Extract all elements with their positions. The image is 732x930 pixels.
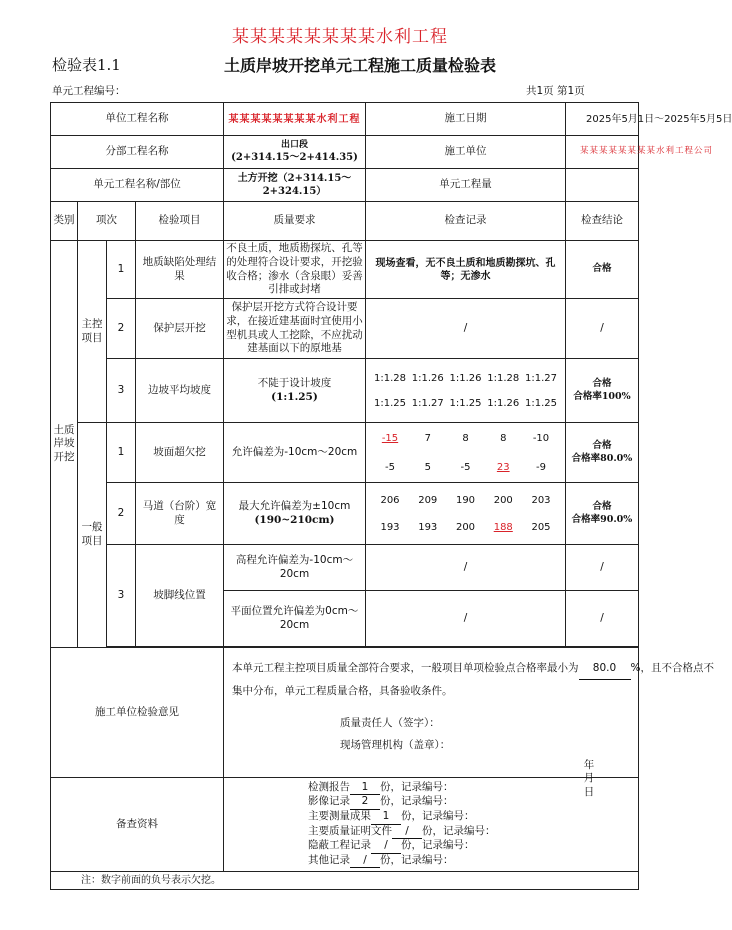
form-title: 土质岸坡开挖单元工程施工质量检验表 bbox=[223, 56, 496, 75]
main-item-3-req-1: 不陡于设计坡度 bbox=[257, 376, 332, 389]
over-under-value: -5 bbox=[385, 461, 395, 473]
berm-width-value: 200 bbox=[493, 494, 513, 506]
main-item-2-record: / bbox=[366, 299, 566, 359]
record-prefix: 主要测量成果 bbox=[308, 809, 371, 822]
slope-value: 1:1.26 bbox=[411, 372, 444, 384]
site-management-seal: 现场管理机构（盖章）： bbox=[340, 738, 451, 751]
record-line bbox=[308, 825, 636, 840]
main-item-1-record: 现场查看，无不良土质和地质勘探坑、孔等；无渗水 bbox=[366, 241, 566, 299]
berm-width-value: 193 bbox=[418, 521, 438, 533]
main-item-2-req: 保护层开挖方式符合设计要求，在接近建基面时宜使用小型机具或人工挖除，不应扰动建基面以下的原地基 bbox=[224, 299, 366, 359]
subproject-label: 分部工程名称 bbox=[51, 136, 224, 169]
gen-item-1-conclusion-2: 合格率80.0% bbox=[571, 452, 633, 464]
gen-item-3-req-2: 平面位置允许偏差为0cm～20cm bbox=[224, 591, 366, 647]
form-number: 检验表1.1 bbox=[52, 56, 121, 74]
gen-item-2-req bbox=[224, 483, 366, 545]
record-count: 1 bbox=[371, 810, 401, 825]
over-under-value: 8 bbox=[500, 432, 507, 444]
date-value: 2025年5月1日～2025年5月5日 bbox=[566, 103, 639, 136]
slope-value: 1:1.26 bbox=[487, 397, 520, 409]
opinion-text-2: %，且不合格点不集中分布，单元工程质量合格，具备验收条件。 bbox=[232, 661, 714, 697]
project-title: 某某某某某某某某水利工程 bbox=[232, 27, 448, 47]
main-item-3-req bbox=[224, 359, 366, 423]
main-item-3-no: 3 bbox=[107, 359, 136, 423]
col-inspect-item: 检验项目 bbox=[136, 202, 224, 241]
gen-item-2-req-1: 最大允许偏差为±10cm bbox=[238, 499, 351, 512]
unit-project-value: 某某某某某某某某水利工程 bbox=[224, 103, 366, 136]
opinion-text bbox=[232, 657, 718, 702]
date-year: 年 bbox=[583, 758, 595, 771]
subproject-value-1: 出口段 bbox=[280, 139, 308, 150]
category-cell: 土质岸坡开挖 bbox=[51, 241, 78, 648]
gen-item-2-req-2: (190~210cm) bbox=[254, 513, 335, 526]
col-item-no: 项次 bbox=[78, 202, 136, 241]
slope-value: 1:1.28 bbox=[487, 372, 520, 384]
inspection-table bbox=[50, 102, 732, 890]
records-label: 备查资料 bbox=[51, 778, 224, 872]
main-item-3-conclusion-2: 合格率100% bbox=[573, 390, 631, 402]
date-month: 月 bbox=[583, 772, 595, 785]
over-under-value: -5 bbox=[460, 461, 471, 473]
slope-value: 1:1.27 bbox=[411, 397, 444, 409]
gen-item-3-conclusion-1: / bbox=[566, 545, 639, 591]
gen-item-1-record bbox=[366, 423, 566, 483]
general-group-label: 一般项目 bbox=[78, 423, 107, 648]
berm-width-value: 190 bbox=[455, 494, 476, 506]
over-under-value: 7 bbox=[424, 432, 431, 444]
col-conclusion: 检查结论 bbox=[566, 202, 639, 241]
record-suffix: 份，记录编号： bbox=[401, 839, 475, 852]
gen-item-2-conclusion bbox=[566, 483, 639, 545]
berm-width-value: 193 bbox=[380, 521, 400, 533]
slope-value: 1:1.26 bbox=[449, 372, 482, 384]
main-group-label: 主控项目 bbox=[78, 241, 107, 423]
quantity-label: 单元工程量 bbox=[366, 169, 566, 202]
main-item-3-name: 边坡平均坡度 bbox=[136, 359, 224, 423]
main-item-1-no: 1 bbox=[107, 241, 136, 299]
berm-width-value: 200 bbox=[455, 521, 476, 533]
main-item-3-req-2: (1:1.25) bbox=[271, 390, 318, 403]
over-under-value: 23 bbox=[496, 461, 510, 473]
record-prefix: 检测报告 bbox=[308, 780, 350, 793]
record-suffix: 份，记录编号： bbox=[380, 795, 454, 808]
main-item-1-name: 地质缺陷处理结果 bbox=[136, 241, 224, 299]
berm-width-value: 209 bbox=[418, 494, 438, 506]
col-record: 检查记录 bbox=[366, 202, 566, 241]
slope-value: 1:1.25 bbox=[449, 397, 482, 409]
over-under-value: 5 bbox=[424, 461, 431, 473]
record-line bbox=[308, 854, 636, 869]
date-day: 日 bbox=[583, 785, 595, 798]
gen-item-3-no: 3 bbox=[107, 545, 136, 647]
main-item-2-name: 保护层开挖 bbox=[136, 299, 224, 359]
berm-width-value: 205 bbox=[531, 521, 551, 533]
opinion-date bbox=[576, 759, 638, 800]
slope-value: 1:1.25 bbox=[525, 397, 557, 409]
opinion-text-1: 本单元工程主控项目质量全部符合要求，一般项目单项检验点合格率最小为 bbox=[232, 661, 579, 674]
record-prefix: 影像记录 bbox=[308, 795, 350, 808]
col-category: 类别 bbox=[51, 202, 78, 241]
gen-item-2-conclusion-2: 合格率90.0% bbox=[571, 513, 633, 525]
unit-project-label: 单位工程名称 bbox=[51, 103, 224, 136]
record-prefix: 其他记录 bbox=[308, 853, 350, 866]
opinion-rate: 80.0 bbox=[579, 657, 631, 680]
record-line bbox=[308, 810, 636, 825]
subproject-value bbox=[224, 136, 366, 169]
main-item-2-conclusion: / bbox=[566, 299, 639, 359]
record-suffix: 份，记录编号： bbox=[422, 824, 496, 837]
over-under-value: -15 bbox=[381, 432, 399, 444]
over-under-value: -9 bbox=[536, 461, 546, 473]
gen-item-3-record-2: / bbox=[366, 591, 566, 647]
quantity-value bbox=[566, 169, 639, 202]
record-prefix: 隐蔽工程记录 bbox=[308, 839, 371, 852]
record-count: 1 bbox=[350, 781, 380, 796]
col-requirement: 质量要求 bbox=[224, 202, 366, 241]
gen-item-1-conclusion-1: 合格 bbox=[592, 440, 612, 452]
gen-item-1-req: 允许偏差为-10cm～20cm bbox=[224, 423, 366, 483]
gen-item-2-record bbox=[366, 483, 566, 545]
gen-item-3-name: 坡脚线位置 bbox=[136, 545, 224, 647]
main-item-2-no: 2 bbox=[107, 299, 136, 359]
record-count: / bbox=[350, 854, 380, 869]
record-count: 2 bbox=[350, 795, 380, 810]
record-count: / bbox=[392, 825, 422, 840]
main-item-3-conclusion bbox=[566, 359, 639, 423]
quality-responsible-signature: 质量责任人（签字）： bbox=[340, 716, 440, 729]
gen-item-3-conclusion-2: / bbox=[566, 591, 639, 647]
record-count: / bbox=[371, 839, 401, 854]
record-suffix: 份，记录编号： bbox=[401, 809, 475, 822]
main-item-3-conclusion-1: 合格 bbox=[592, 378, 612, 390]
subproject-value-2: (2+314.15～2+414.35) bbox=[231, 152, 358, 164]
slope-value: 1:1.25 bbox=[374, 397, 406, 409]
main-item-1-conclusion: 合格 bbox=[566, 241, 639, 299]
record-prefix: 主要质量证明文件 bbox=[308, 824, 392, 837]
berm-width-value: 188 bbox=[493, 521, 513, 533]
contractor-label: 施工单位 bbox=[366, 136, 566, 169]
gen-item-2-name: 马道（台阶）宽度 bbox=[136, 483, 224, 545]
gen-item-3-req-1: 高程允许偏差为-10cm～20cm bbox=[224, 545, 366, 591]
record-suffix: 份，记录编号： bbox=[380, 853, 454, 866]
contractor-value: 某某某某某某某某水利工程公司 bbox=[566, 136, 639, 169]
date-label: 施工日期 bbox=[366, 103, 566, 136]
element-label: 单元工程名称/部位 bbox=[51, 169, 224, 202]
gen-item-2-conclusion-1: 合格 bbox=[592, 501, 612, 513]
record-line bbox=[308, 839, 636, 854]
gen-item-1-conclusion bbox=[566, 423, 639, 483]
unit-number-label: 单元工程编号： bbox=[52, 85, 126, 97]
over-under-value: 8 bbox=[462, 432, 469, 444]
slope-value: 1:1.28 bbox=[374, 372, 406, 384]
main-item-1-req: 不良土质，地质勘探坑、孔等的处理符合设计要求，开挖验收合格；渗水（含泉眼）妥善引排或封堵 bbox=[224, 241, 366, 299]
over-under-value: -10 bbox=[532, 432, 550, 444]
main-item-3-record bbox=[366, 359, 566, 423]
berm-width-value: 203 bbox=[531, 494, 551, 506]
gen-item-3-record-1: / bbox=[366, 545, 566, 591]
record-suffix: 份，记录编号： bbox=[380, 780, 454, 793]
slope-value: 1:1.27 bbox=[525, 372, 557, 384]
berm-width-value: 206 bbox=[380, 494, 400, 506]
page-indicator: 共1页 第1页 bbox=[526, 85, 585, 97]
gen-item-1-name: 坡面超欠挖 bbox=[136, 423, 224, 483]
gen-item-2-no: 2 bbox=[107, 483, 136, 545]
footnote: 注：数字前面的负号表示欠挖。 bbox=[51, 872, 639, 890]
element-value: 土方开挖（2+314.15～2+324.15） bbox=[224, 169, 366, 202]
gen-item-1-no: 1 bbox=[107, 423, 136, 483]
opinion-label: 施工单位检验意见 bbox=[51, 648, 224, 778]
